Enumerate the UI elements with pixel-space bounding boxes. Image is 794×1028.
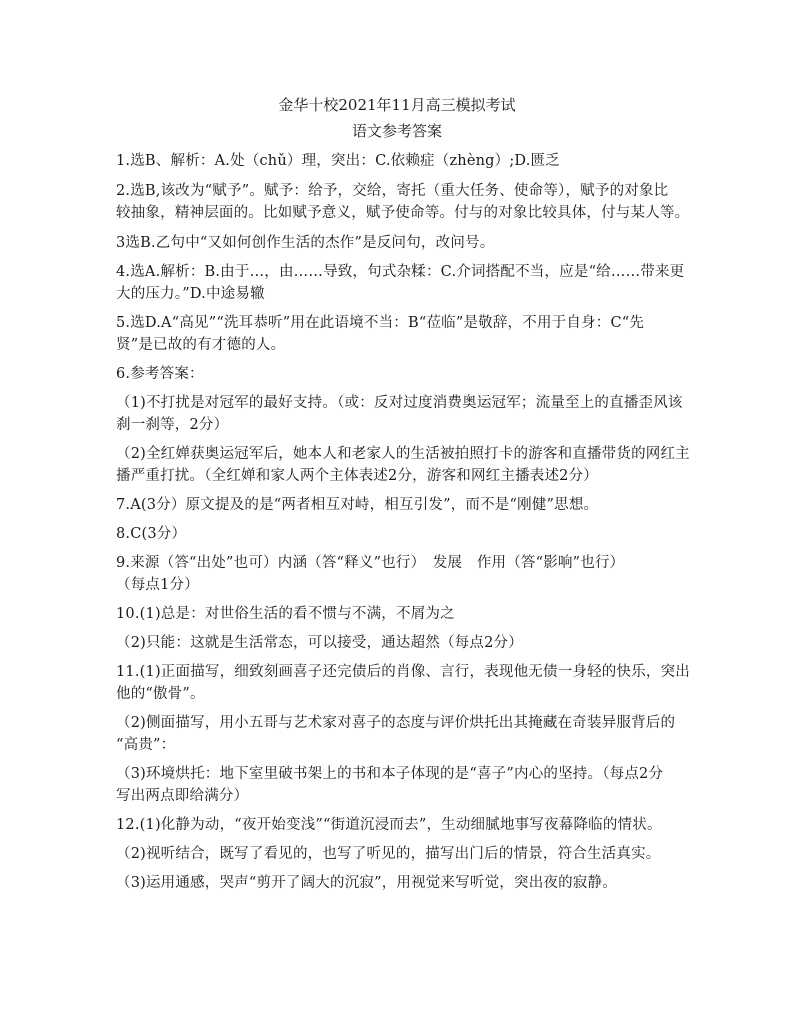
answer-line-12-2: （2)视听结合，既写了看见的，也写了听见的，描写出门后的情景，符合生活真实。 xyxy=(116,846,661,862)
page-subtitle: 语文参考答案 xyxy=(351,122,442,140)
answer-line-11-1b: 他的“傲骨”。 xyxy=(116,686,205,702)
answer-line-2b: 较抽象，精神层面的。比如赋予意义，赋予使命等。付与的对象比较具体，付与某人等。 xyxy=(116,205,690,221)
answer-line-11-1a: 11.(1)正面描写，细致刻画喜子还完债后的肖像、言行，表现他无债一身轻的快乐，突出 xyxy=(116,664,690,680)
answer-line-3: 3选B.乙句中“又如何创作生活的杰作”是反问句，改问号。 xyxy=(116,235,495,251)
answer-line-10-2: （2)只能：这就是生活常态，可以接受，通达超然（每点2分） xyxy=(116,635,523,651)
answer-line-6-2a: （2)全红婵获奥运冠军后，她本人和老家人的生活被拍照打卡的游客和直播带货的网红主 xyxy=(116,446,690,462)
answer-line-10-1: 10.(1)总是：对世俗生活的看不惯与不满，不屑为之 xyxy=(116,606,455,622)
answer-line-11-2a: （2)侧面描写，用小五哥与艺术家对喜子的态度与评价烘托出其掩藏在奇装异服背后的 xyxy=(116,715,676,731)
answer-line-6: 6.参考答案： xyxy=(116,366,204,382)
answer-line-9a: 9.来源（答“出处”也可）内涵（答“释义”也行） 发展 作用（答“影响”也行） xyxy=(116,555,625,571)
answer-line-9b: （每点1分） xyxy=(116,577,199,593)
answer-line-5a: 5.选D.A“高见”“洗耳恭听”用在此语境不当：B“莅临”是敬辞，不用于自身：C“先 xyxy=(116,315,645,331)
answer-line-12-1: 12.(1)化静为动，“夜开始变浅”“街道沉浸而去”，生动细腻地事写夜幕降临的情状。 xyxy=(116,817,662,833)
answer-line-7: 7.A(3分）原文提及的是“两者相互对峙，相互引发”，而不是“刚健”思想。 xyxy=(116,497,599,513)
answer-line-2a: 2.选B,该改为“赋予”。赋予：给予，交给，寄托（重大任务、使命等），赋予的对象比 xyxy=(116,183,669,199)
answer-line-6-1b: 刹一刹等，2分） xyxy=(116,417,229,433)
answer-line-8: 8.C(3分） xyxy=(116,526,187,542)
answer-line-6-1a: （1)不打扰是对冠军的最好支持。（或：反对过度消费奥运冠军；流量至上的直播歪风该 xyxy=(116,395,683,411)
page-title: 金华十校2021年11月高三模拟考试 xyxy=(278,96,516,114)
answer-line-1: 1.选B、解析：A.处（chǔ）理，突出：C.依赖症（zhèng）;D.匮乏 xyxy=(116,153,560,169)
answer-line-5b: 贤”是已故的有才德的人。 xyxy=(116,337,286,353)
answer-line-11-2b: “高贵”： xyxy=(116,737,176,753)
answer-line-4b: 大的压力。”D.中途易辙 xyxy=(116,286,265,302)
answer-line-11-3b: 写出两点即给满分） xyxy=(116,788,249,804)
answer-line-4a: 4.选A.解析：B.由于…，由……导致，句式杂糅：C.介词搭配不当，应是“给……带来更 xyxy=(116,264,685,280)
answer-line-6-2b: 播严重打扰。（全红婵和家人两个主体表述2分，游客和网红主播表述2分） xyxy=(116,468,598,484)
answer-line-12-3: （3)运用通感，哭声“剪开了阔大的沉寂”，用视觉来写听觉，突出夜的寂静。 xyxy=(116,875,617,891)
answer-line-11-3a: （3)环境烘托：地下室里破书架上的书和本子体现的是“喜子”内心的坚持。（每点2分 xyxy=(116,766,664,782)
